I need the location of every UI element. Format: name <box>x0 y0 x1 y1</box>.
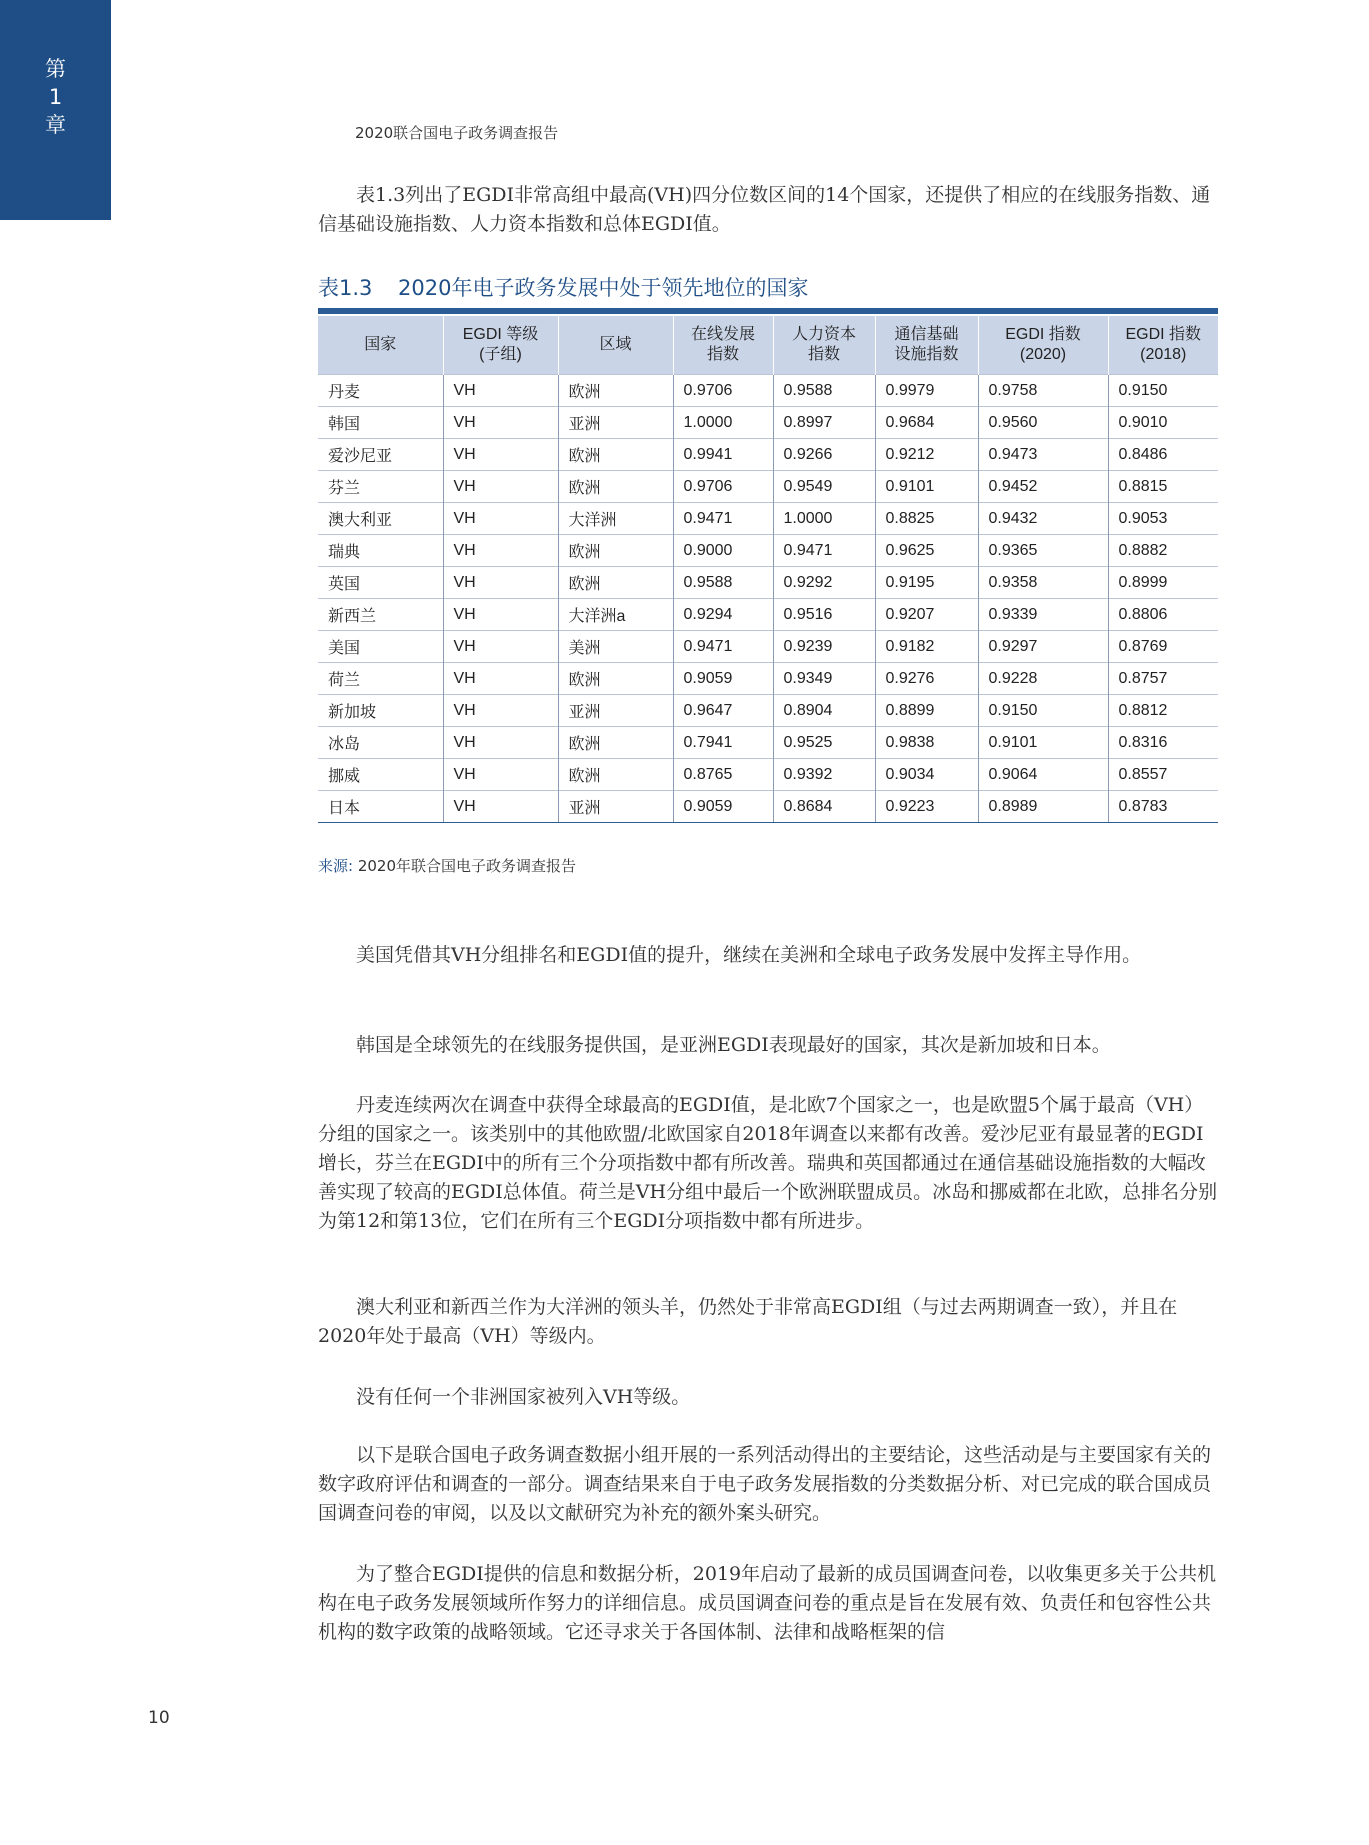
table-cell: 0.9000 <box>673 535 773 567</box>
table-cell: 0.8316 <box>1108 727 1218 759</box>
table-cell: 0.9349 <box>773 663 875 695</box>
table-cell: 0.8783 <box>1108 791 1218 823</box>
table-cell: 新西兰 <box>318 599 443 631</box>
table-cell: 0.8486 <box>1108 439 1218 471</box>
table-cell: 0.7941 <box>673 727 773 759</box>
header-line: 通信基础 <box>894 326 959 343</box>
source-label: 来源: <box>318 857 354 875</box>
table-cell: VH <box>443 663 558 695</box>
table-row <box>318 663 1218 695</box>
table-cell: 0.9473 <box>978 439 1108 471</box>
chapter-tab-line1: 第 <box>45 57 66 81</box>
table-cell: 欧洲 <box>558 535 673 567</box>
table-row <box>318 471 1218 503</box>
table-cell: 亚洲 <box>558 407 673 439</box>
table-cell: 0.9549 <box>773 471 875 503</box>
table-cell: 0.8989 <box>978 791 1108 823</box>
table-cell: 0.9525 <box>773 727 875 759</box>
table-cell: 0.9560 <box>978 407 1108 439</box>
table-cell: VH <box>443 727 558 759</box>
body-paragraph-6: 以下是联合国电子政务调查数据小组开展的一系列活动得出的主要结论，这些活动是与主要国家有关的数字政府评估和调查的一部分。调查结果来自于电子政务发展指数的分类数据分析、对已完成的联合国成员国调查问卷的审阅，以及以文献研究为补充的额外案头研究。 <box>318 1444 1212 1524</box>
table-cell: 丹麦 <box>318 375 443 407</box>
table-top-rule <box>318 308 1218 314</box>
table-cell: 大洋洲a <box>558 599 673 631</box>
table-cell: VH <box>443 791 558 823</box>
table-header-cell <box>773 316 875 375</box>
chapter-tab <box>0 0 111 220</box>
body-paragraph-3: 丹麦连续两次在调查中获得全球最高的EGDI值，是北欧7个国家之一，也是欧盟5个属于最高（VH）分组的国家之一。该类别中的其他欧盟/北欧国家自2018年调查以来都有改善。爱沙尼亚有最显著的EGDI增长，芬兰在EGDI中的所有三个分项指数中都有所改善。瑞典和英国都通过在通信基础设施指数的大幅改善实现了较高的EGDI总体值。荷兰是VH分组中最后一个欧洲联盟成员。冰岛和挪威都在北欧，总排名分别为第12和第13位，它们在所有三个EGDI分项指数中都有所进步。 <box>318 1094 1218 1232</box>
table-cell: 爱沙尼亚 <box>318 439 443 471</box>
table-cell: 欧洲 <box>558 471 673 503</box>
table-row <box>318 759 1218 791</box>
table-header-cell <box>318 316 443 375</box>
table-cell: 0.8757 <box>1108 663 1218 695</box>
table-cell: 亚洲 <box>558 791 673 823</box>
table-cell: 0.9010 <box>1108 407 1218 439</box>
table-cell: 0.9979 <box>875 375 978 407</box>
table-cell: 0.9182 <box>875 631 978 663</box>
table-cell: 0.9471 <box>673 503 773 535</box>
table-row <box>318 375 1218 407</box>
table-cell: 0.8557 <box>1108 759 1218 791</box>
header-line: 区域 <box>599 336 632 353</box>
table-cell: 0.9647 <box>673 695 773 727</box>
table-cell: 0.9471 <box>673 631 773 663</box>
table-row <box>318 503 1218 535</box>
table-cell: 0.9195 <box>875 567 978 599</box>
source-text: 2020年联合国电子政务调查报告 <box>353 857 577 875</box>
header-line: EGDI 指数 <box>1005 326 1081 343</box>
table-cell: 0.9516 <box>773 599 875 631</box>
table-header-cell <box>443 316 558 375</box>
table-cell: 0.9150 <box>978 695 1108 727</box>
table-cell: 0.9207 <box>875 599 978 631</box>
page-number: 10 <box>148 1708 170 1728</box>
table-cell: 1.0000 <box>673 407 773 439</box>
table-cell: 欧洲 <box>558 727 673 759</box>
table-cell: 1.0000 <box>773 503 875 535</box>
table-cell: VH <box>443 567 558 599</box>
table-cell: 冰岛 <box>318 727 443 759</box>
header-line: 指数 <box>706 346 739 363</box>
header-line: (2020) <box>1019 346 1067 363</box>
table-cell: 0.9432 <box>978 503 1108 535</box>
table-cell: VH <box>443 439 558 471</box>
table-cell: 0.9706 <box>673 471 773 503</box>
table-row <box>318 631 1218 663</box>
header-line: EGDI 指数 <box>1125 326 1202 343</box>
table-cell: 0.9292 <box>773 567 875 599</box>
table-cell: VH <box>443 407 558 439</box>
table-cell: 0.9150 <box>1108 375 1218 407</box>
table-cell: 日本 <box>318 791 443 823</box>
table-cell: 瑞典 <box>318 535 443 567</box>
table-cell: VH <box>443 631 558 663</box>
body-paragraph-2: 韩国是全球领先的在线服务提供国，是亚洲EGDI表现最好的国家，其次是新加坡和日本。 <box>356 1034 1111 1056</box>
header-line: 在线发展 <box>690 326 755 343</box>
table-cell: 0.8815 <box>1108 471 1218 503</box>
table-cell: 0.9059 <box>673 663 773 695</box>
table-cell: 韩国 <box>318 407 443 439</box>
table-header-cell <box>558 316 673 375</box>
table-cell: 0.9758 <box>978 375 1108 407</box>
table-cell: 0.8997 <box>773 407 875 439</box>
table-cell: 0.9588 <box>673 567 773 599</box>
table-cell: 0.8765 <box>673 759 773 791</box>
table-cell: 0.9294 <box>673 599 773 631</box>
table-cell: 0.8769 <box>1108 631 1218 663</box>
table-cell: 0.9034 <box>875 759 978 791</box>
header-line: 指数 <box>807 346 840 363</box>
table-cell: VH <box>443 599 558 631</box>
table-header-row <box>318 316 1218 375</box>
table-cell: 欧洲 <box>558 567 673 599</box>
table-cell: 0.9064 <box>978 759 1108 791</box>
intro-paragraph: 表1.3列出了EGDI非常高组中最高(VH)四分位数区间的14个国家，还提供了相应的在线服务指数、通信基础设施指数、人力资本指数和总体EGDI值。 <box>318 184 1211 235</box>
table-body <box>318 375 1218 823</box>
table-cell: VH <box>443 759 558 791</box>
table-cell: 0.9452 <box>978 471 1108 503</box>
table-header-cell <box>978 316 1108 375</box>
table-cell: 0.9053 <box>1108 503 1218 535</box>
table-cell: 0.8812 <box>1108 695 1218 727</box>
body-paragraph-5: 没有任何一个非洲国家被列入VH等级。 <box>356 1386 691 1408</box>
table-cell: 0.9276 <box>875 663 978 695</box>
header-line: (子组) <box>479 346 522 363</box>
leading-countries-table <box>318 316 1218 823</box>
table-cell: VH <box>443 695 558 727</box>
table-cell: 芬兰 <box>318 471 443 503</box>
header-line: EGDI 等级 <box>462 326 539 343</box>
table-row <box>318 695 1218 727</box>
table-cell: 0.8882 <box>1108 535 1218 567</box>
body-paragraph-4: 澳大利亚和新西兰作为大洋洲的领头羊，仍然处于非常高EGDI组（与过去两期调查一致），并且在2020年处于最高（VH）等级内。 <box>318 1296 1178 1347</box>
table-cell: VH <box>443 535 558 567</box>
table-cell: 0.9471 <box>773 535 875 567</box>
table-cell: 0.9684 <box>875 407 978 439</box>
table-row <box>318 791 1218 823</box>
table-cell: 英国 <box>318 567 443 599</box>
table-cell: VH <box>443 375 558 407</box>
body-paragraph-7: 为了整合EGDI提供的信息和数据分析，2019年启动了最新的成员国调查问卷，以收集更多关于公共机构在电子政务发展领域所作努力的详细信息。成员国调查问卷的重点是旨在发展有效、负责任和包容性公共机构的数字政策的战略领域。它还寻求关于各国体制、法律和战略框架的信 <box>318 1563 1217 1643</box>
table-cell: 0.9706 <box>673 375 773 407</box>
table-cell: 0.9101 <box>978 727 1108 759</box>
table-cell: 0.9228 <box>978 663 1108 695</box>
table-cell: 0.9223 <box>875 791 978 823</box>
header-line: 国家 <box>364 336 397 353</box>
table-cell: 0.9392 <box>773 759 875 791</box>
table-cell: 0.9339 <box>978 599 1108 631</box>
chapter-tab-line3: 章 <box>45 113 66 137</box>
table-cell: VH <box>443 503 558 535</box>
table-cell: 0.9625 <box>875 535 978 567</box>
table-cell: 0.8904 <box>773 695 875 727</box>
running-header: 2020联合国电子政务调查报告 <box>355 124 559 142</box>
table-cell: 荷兰 <box>318 663 443 695</box>
table-row <box>318 727 1218 759</box>
table-cell: 美洲 <box>558 631 673 663</box>
header-line: (2018) <box>1140 346 1187 363</box>
table-cell: 大洋洲 <box>558 503 673 535</box>
table-cell: 亚洲 <box>558 695 673 727</box>
table-cell: 0.9588 <box>773 375 875 407</box>
chapter-tab-line2: 1 <box>48 85 63 109</box>
table-row <box>318 407 1218 439</box>
table-cell: 0.8825 <box>875 503 978 535</box>
table-cell: 欧洲 <box>558 759 673 791</box>
table-cell: 欧洲 <box>558 375 673 407</box>
table-source <box>318 855 576 876</box>
header-line: 人力资本 <box>791 326 856 343</box>
table-header-cell <box>673 316 773 375</box>
table-cell: 0.9059 <box>673 791 773 823</box>
table-cell: 0.9365 <box>978 535 1108 567</box>
table-cell: 0.8999 <box>1108 567 1218 599</box>
table-cell: VH <box>443 471 558 503</box>
table-cell: 0.9297 <box>978 631 1108 663</box>
table-cell: 欧洲 <box>558 663 673 695</box>
table-cell: 0.8806 <box>1108 599 1218 631</box>
table-row <box>318 535 1218 567</box>
table-header-cell <box>875 316 978 375</box>
body-paragraph-1: 美国凭借其VH分组排名和EGDI值的提升，继续在美洲和全球电子政务发展中发挥主导作用。 <box>356 944 1142 966</box>
table-cell: 挪威 <box>318 759 443 791</box>
table-cell: 澳大利亚 <box>318 503 443 535</box>
table-cell: 欧洲 <box>558 439 673 471</box>
table-cell: 美国 <box>318 631 443 663</box>
table-title <box>318 272 808 302</box>
table-cell: 0.9941 <box>673 439 773 471</box>
table-row <box>318 439 1218 471</box>
table-row <box>318 599 1218 631</box>
table-header-cell <box>1108 316 1218 375</box>
table-cell: 0.8899 <box>875 695 978 727</box>
table-number: 表1.3 <box>318 276 373 300</box>
table-cell: 0.8684 <box>773 791 875 823</box>
table-cell: 新加坡 <box>318 695 443 727</box>
table-row <box>318 567 1218 599</box>
header-line: 设施指数 <box>894 346 959 363</box>
table-cell: 0.9358 <box>978 567 1108 599</box>
table-cell: 0.9101 <box>875 471 978 503</box>
table-cell: 0.9212 <box>875 439 978 471</box>
table-cell: 0.9266 <box>773 439 875 471</box>
table-cell: 0.9239 <box>773 631 875 663</box>
table-title-text: 2020年电子政务发展中处于领先地位的国家 <box>398 276 809 300</box>
table-cell: 0.9838 <box>875 727 978 759</box>
